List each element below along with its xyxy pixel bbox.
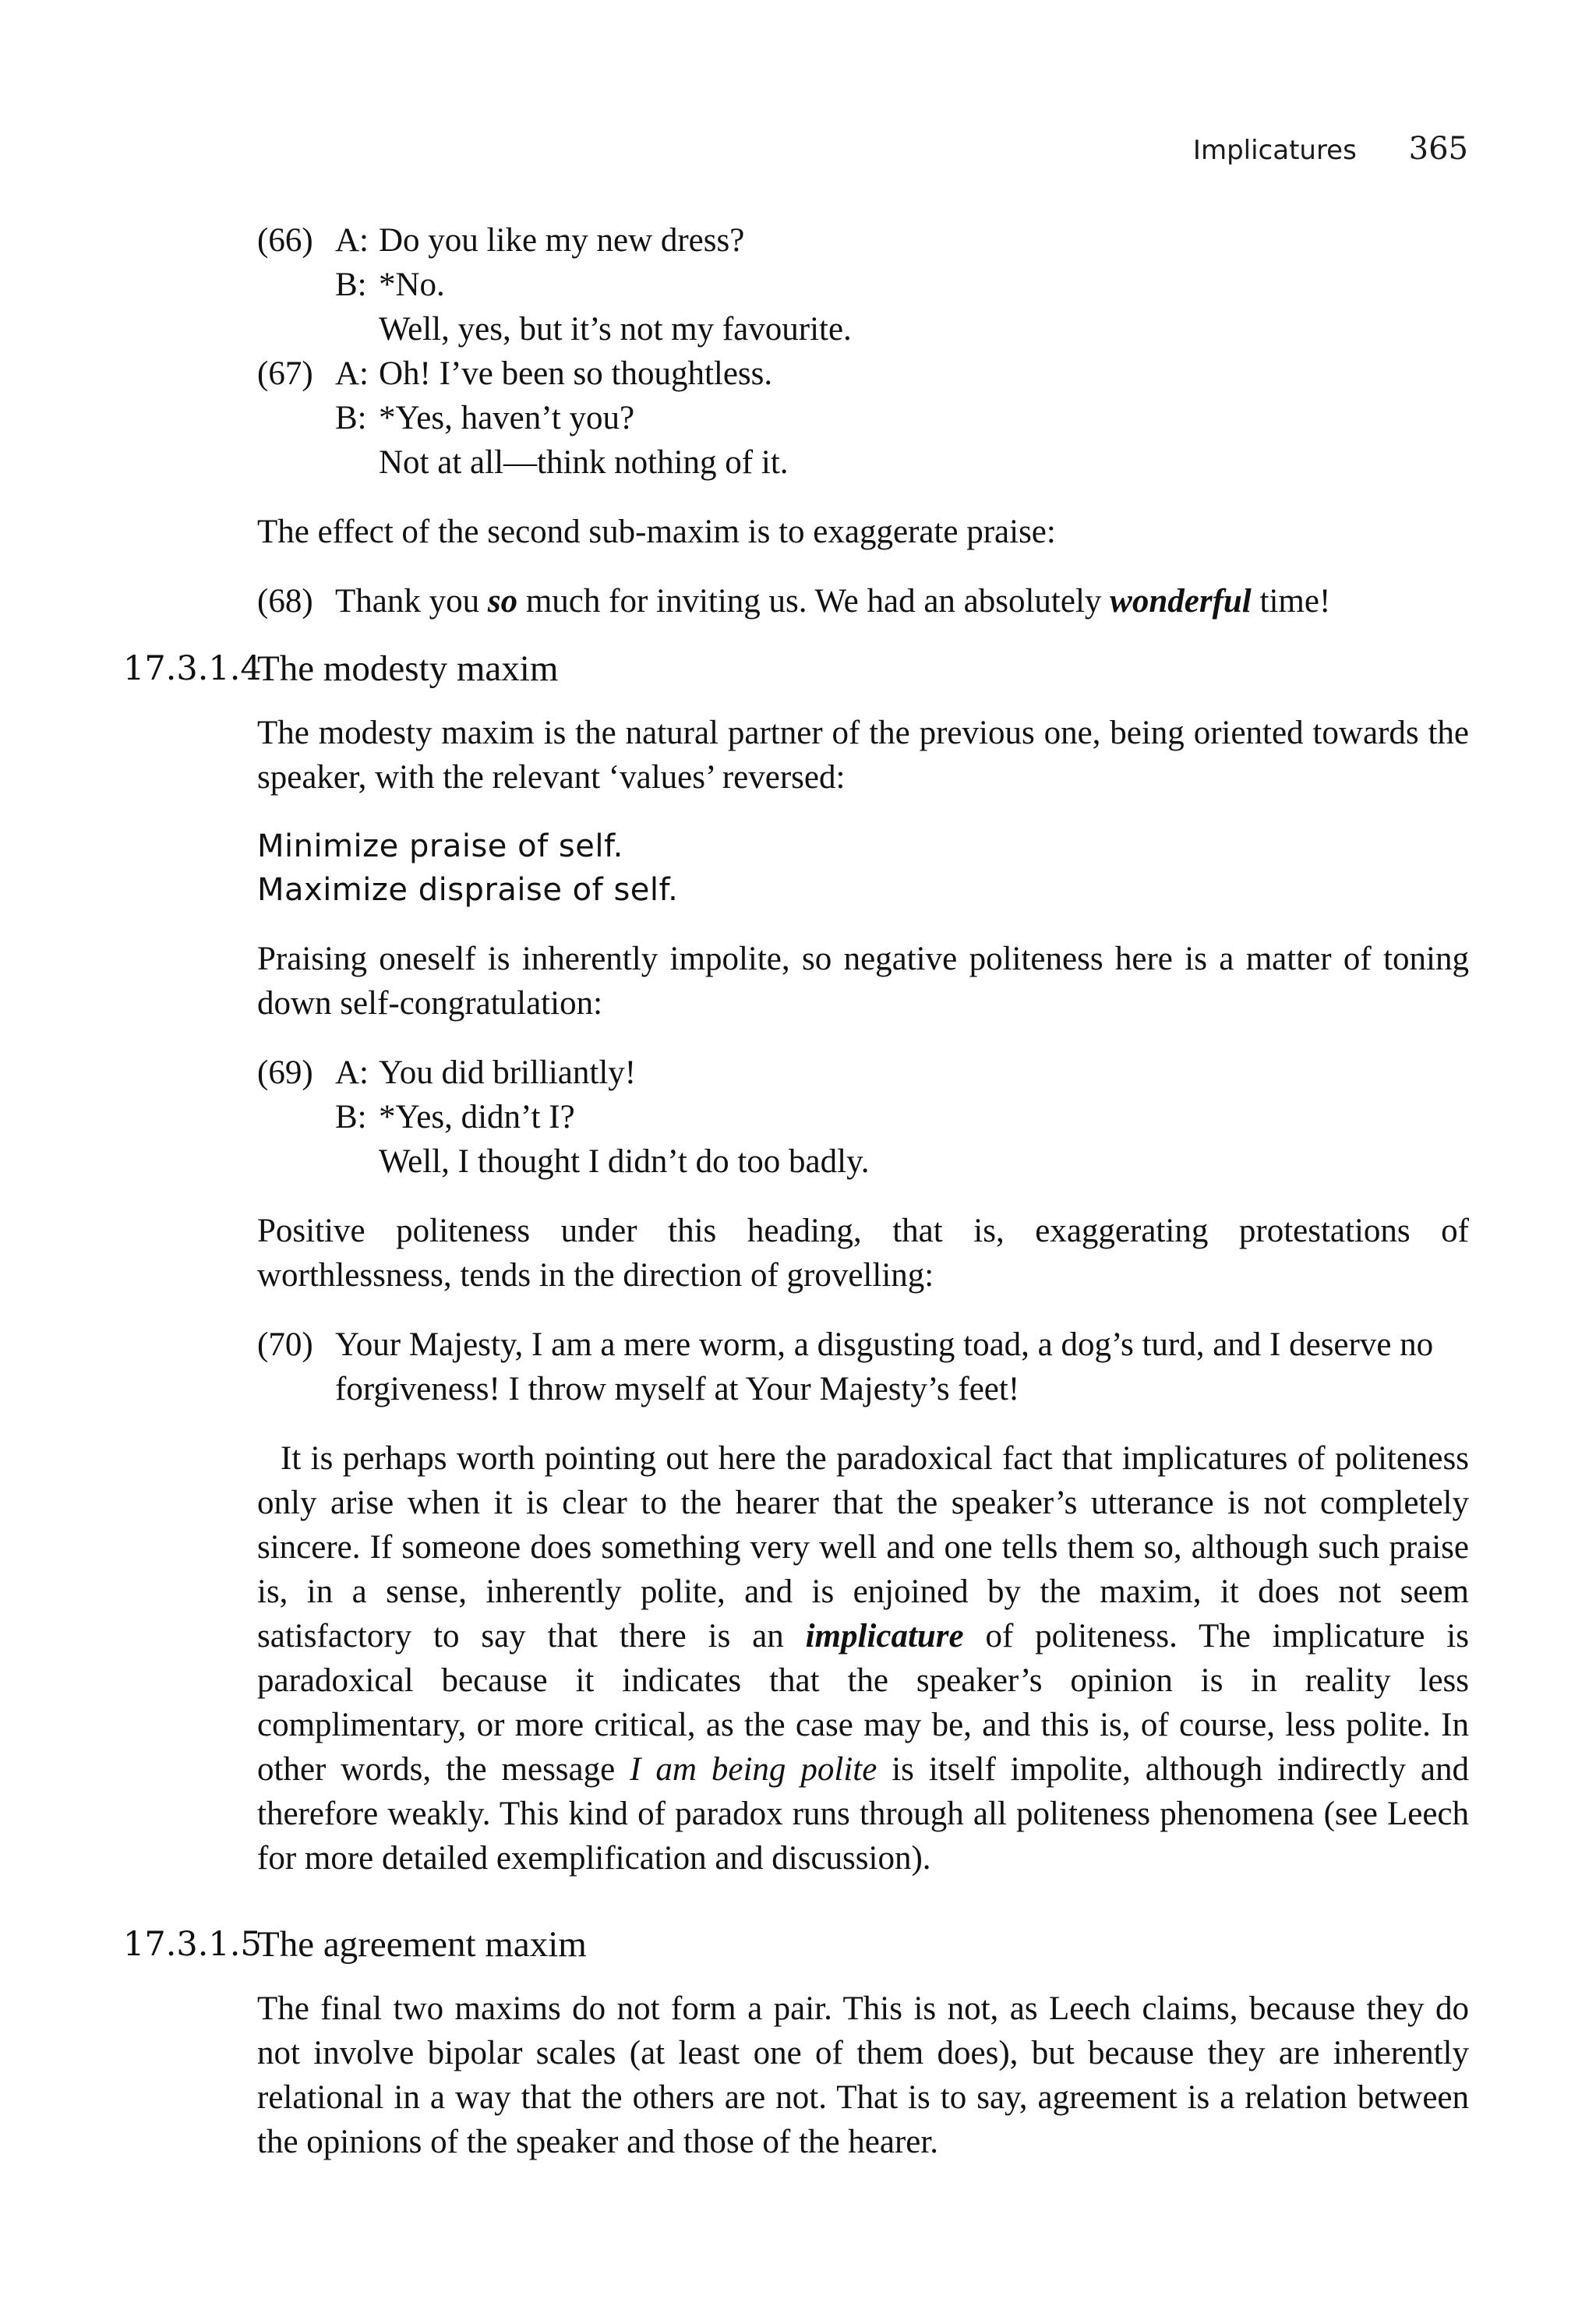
example-number: (68) xyxy=(257,583,313,620)
speaker-label: B: xyxy=(335,267,367,303)
utterance: Not at all—think nothing of it. xyxy=(379,444,789,481)
utterance: *Yes, haven’t you? xyxy=(379,400,635,436)
utterance: Oh! I’ve been so thoughtless. xyxy=(379,355,773,392)
speaker-label: A: xyxy=(335,222,369,259)
utterance: *No. xyxy=(379,267,445,303)
section-heading-agreement xyxy=(123,1923,1469,1968)
example-70 xyxy=(257,1323,1469,1411)
paragraph: The final two maxims do not form a pair. This is not, as Leech claims, because they do not involve bipolar scales (at least one of them does), but because they are inherently relational in a way that the others are not. That is to say, agreement is a relation between the opinions of the speaker and those of the hearer. xyxy=(257,1990,1469,2160)
paragraph: Positive politeness under this heading, that is, exaggerating protestations of worthlessness, tends in the direction of grovelling: xyxy=(257,1213,1469,1294)
example-67-b xyxy=(257,396,1469,440)
example-68 xyxy=(257,579,1469,623)
term-emphasis: implicature xyxy=(805,1618,964,1655)
example-66-b-alternative xyxy=(257,307,1469,351)
page-body xyxy=(123,218,1469,2164)
speaker-label: A: xyxy=(335,355,369,392)
section-title: The modesty maxim xyxy=(257,648,559,689)
speaker-label: B: xyxy=(335,1099,367,1135)
page-number: 365 xyxy=(1408,131,1468,167)
example-number: (66) xyxy=(257,222,313,259)
section-title: The agreement maxim xyxy=(257,1924,587,1965)
utterance: *Yes, didn’t I? xyxy=(379,1099,575,1135)
maxim-line: Minimize praise of self. xyxy=(257,828,623,864)
paragraph: Praising oneself is inherently impolite, so negative politeness here is a matter of toning down self-congratulation: xyxy=(257,941,1469,1022)
example-text: Your Majesty, I am a mere worm, a disgusting toad, a dog’s turd, and I deserve no forgiveness! I throw myself at Your Majesty’s feet! xyxy=(335,1326,1434,1407)
example-67-b-alternative xyxy=(257,440,1469,485)
utterance: Well, I thought I didn’t do too badly. xyxy=(379,1143,870,1180)
example-69-b-alternative xyxy=(257,1139,1469,1184)
example-number: (69) xyxy=(257,1054,313,1091)
section-number: 17.3.1.4 xyxy=(123,649,262,688)
speaker-label: A: xyxy=(335,1054,369,1091)
speaker-label: B: xyxy=(335,400,367,436)
example-number: (70) xyxy=(257,1326,313,1363)
running-head-title: Implicatures xyxy=(1192,135,1357,166)
paragraph: The modesty maxim is the natural partner of the previous one, being oriented towards the speaker, with the relevant ‘values’ reversed: xyxy=(257,715,1469,796)
utterance: Well, yes, but it’s not my favourite. xyxy=(379,311,852,348)
section-heading-modesty xyxy=(123,647,1469,692)
maxim-line: Maximize dispraise of self. xyxy=(257,872,679,908)
running-head xyxy=(1193,131,1468,167)
example-67-a xyxy=(257,351,1469,396)
section-number: 17.3.1.5 xyxy=(123,1925,262,1964)
example-69-b xyxy=(257,1095,1469,1139)
quoted-message: I am being polite xyxy=(630,1751,877,1788)
emphasis: wonderful xyxy=(1110,583,1252,620)
emphasis: so xyxy=(487,583,518,620)
utterance: Do you like my new dress? xyxy=(379,222,745,259)
paragraph: The effect of the second sub-maxim is to exaggerate praise: xyxy=(257,514,1056,550)
example-69-a xyxy=(257,1051,1469,1095)
example-66-a xyxy=(257,218,1469,263)
example-number: (67) xyxy=(257,355,313,392)
example-66-b xyxy=(257,263,1469,307)
utterance: You did brilliantly! xyxy=(379,1054,637,1091)
example-text: Thank you so much for inviting us. We had an absolutely wonderful time! xyxy=(335,583,1331,620)
paragraph-paradox: It is perhaps worth pointing out here the paradoxical fact that implicatures of politeness only arise when it is clear to the hearer that the speaker’s utterance is not completely sincere. If someone does something very well and one tells them so, although such praise is, in a sense, inherently polite, and is enjoined by the maxim, it does not seem satisfactory to say that there is an implicature of politeness. The implicature is paradoxical because it indicates that the speaker’s opinion is in reality less complimentary, or more critical, as the case may be, and this is, of course, less polite. In other words, the message I am being polite is itself impolite, although indirectly and therefore weakly. This kind of paradox runs through all politeness phenomena (see Leech for more detailed exemplification and discussion). xyxy=(257,1440,1469,1877)
